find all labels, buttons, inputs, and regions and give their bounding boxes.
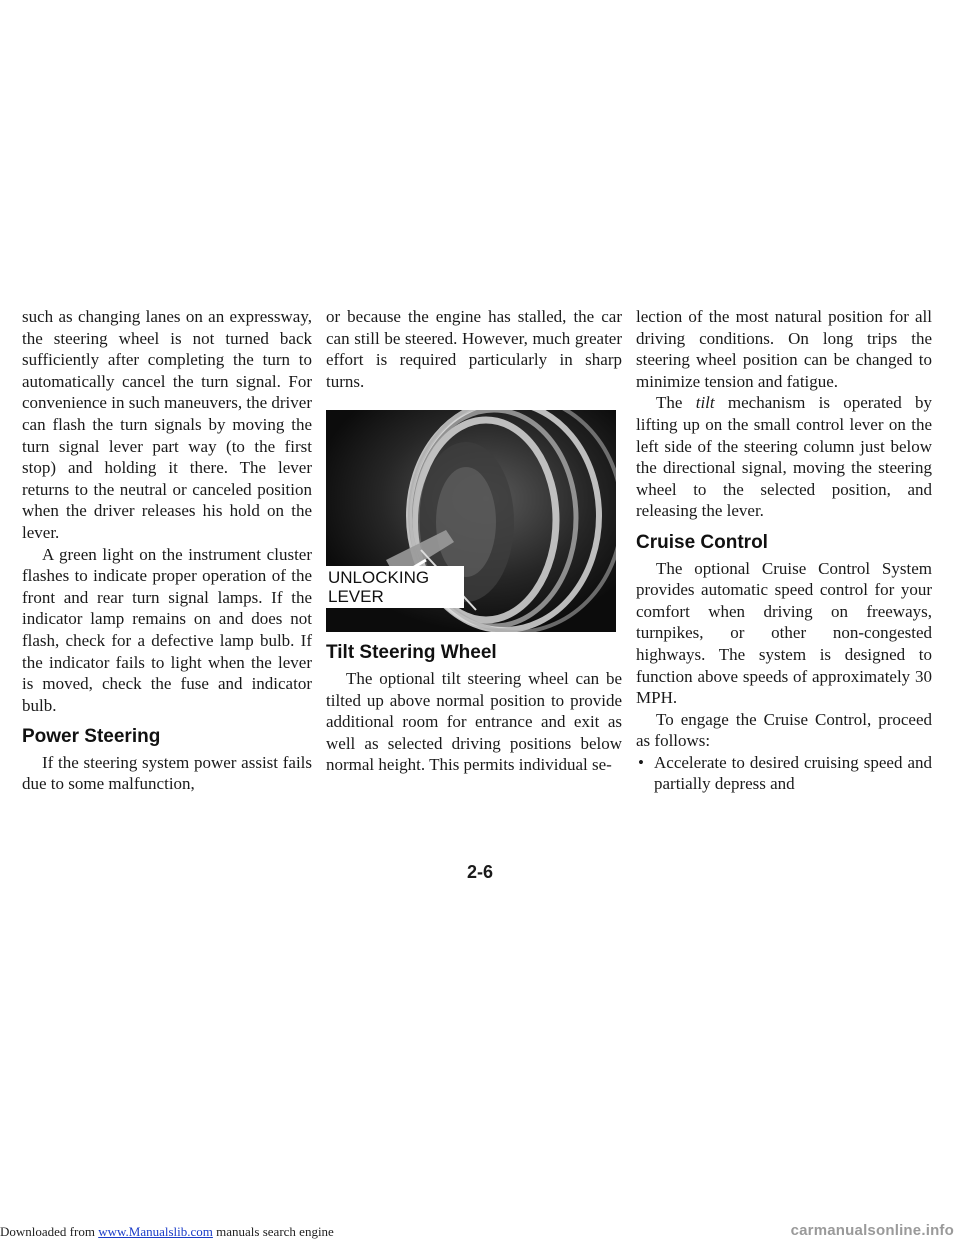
page-number: 2-6 bbox=[466, 862, 493, 882]
footer-suffix: manuals search engine bbox=[212, 1224, 334, 1239]
bullet-icon: • bbox=[638, 752, 644, 772]
section-heading-tilt-steering: Tilt Steering Wheel bbox=[326, 642, 497, 664]
paragraph bbox=[636, 392, 932, 522]
paragraph: If the steering system power assist fails due to some malfunction, bbox=[22, 752, 312, 794]
paragraph: The optional Cruise Control System provides automatic speed control for your comfort when driving on freeways, turnpikes, or other non-congested highways. The system is designed to function above speeds of approximately 30 MPH. bbox=[636, 558, 932, 708]
footer-prefix: Downloaded from bbox=[0, 1224, 99, 1239]
paragraph: such as changing lanes on an expressway, the steering wheel is not turned back sufficiently after completing the turn to automatically cancel the turn signal. For convenience in such maneuvers, the driver can flash the turn signals by moving the turn signal lever part way (to the first stop) and holding it there. The lever returns to the neutral or canceled position when the driver releases his hold on the lever. bbox=[22, 307, 312, 542]
watermark-text: carmanualsonline.info bbox=[790, 1222, 954, 1239]
column-3 bbox=[636, 306, 932, 795]
unlocking-lever-label: UNLOCKING LEVER bbox=[326, 566, 464, 608]
bullet-item bbox=[636, 752, 932, 795]
emphasis-tilt: tilt bbox=[695, 393, 715, 413]
paragraph: lection of the most natural position for all driving conditions. On long trips the steering wheel position can be changed to minimize tension and fatigue. bbox=[636, 307, 932, 391]
column-2 bbox=[326, 306, 622, 776]
text: mechanism is operated by lifting up on the small control lever on the left side of the steering column just below the directional signal, moving the steering wheel to the selected position, and releasing the lever. bbox=[636, 393, 933, 521]
paragraph: or because the engine has stalled, the car can still be steered. However, much greater effort is required particularly in sharp turns. bbox=[326, 307, 622, 391]
column-1 bbox=[22, 306, 312, 795]
paragraph: To engage the Cruise Control, proceed as follows: bbox=[636, 709, 932, 751]
text: The bbox=[656, 393, 696, 413]
bullet-text: Accelerate to desired cruising speed and partially depress and bbox=[654, 752, 932, 794]
manualslib-link[interactable]: www.Manualslib.com bbox=[98, 1224, 213, 1239]
paragraph: The optional tilt steering wheel can be tilted up above normal position to provide additional room for entrance and exit as well as selected driving positions below normal height. This permits individual se- bbox=[326, 668, 622, 775]
section-heading-cruise-control: Cruise Control bbox=[636, 531, 768, 553]
download-footer bbox=[0, 1224, 334, 1240]
steering-wheel-photo bbox=[326, 410, 616, 632]
paragraph: A green light on the instrument cluster flashes to indicate proper operation of the front and rear turn signal lamps. If the indicator lamp remains on and does not flash, check for a defective lamp bulb. If the indicator fails to light when the lever is moved, check the fuse and indicator bulb. bbox=[22, 544, 312, 715]
section-heading-power-steering: Power Steering bbox=[22, 726, 161, 748]
